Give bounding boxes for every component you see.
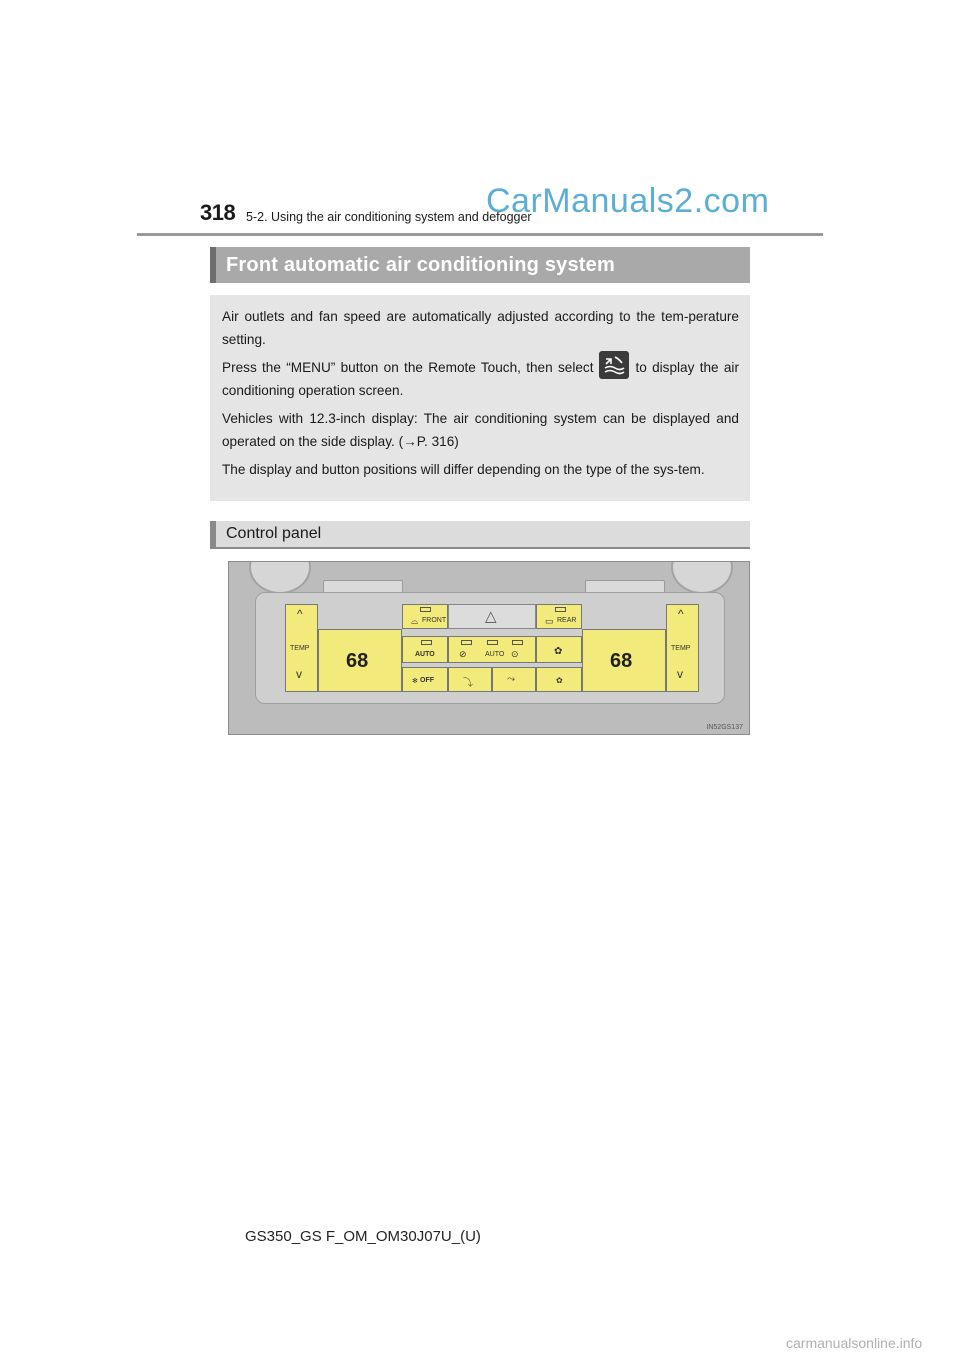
right-temp-control [666, 604, 699, 692]
right-temp-display [582, 629, 666, 692]
intro-para-2-before: Press the “MENU” button on the Remote Touch, then select [222, 360, 594, 375]
control-panel-illustration [228, 561, 750, 735]
main-heading [210, 247, 750, 283]
intro-box [210, 295, 750, 501]
rear-defog-icon: ▭ [545, 616, 554, 626]
left-temp-label: TEMP [290, 645, 310, 652]
right-temp-down-icon: v [677, 667, 683, 681]
left-temp-down-icon: v [296, 667, 302, 681]
fan-small-icon: ✿ [556, 676, 563, 685]
hazard-area [448, 604, 536, 629]
document-code: GS350_GS F_OM_OM30J07U_(U) [245, 1228, 481, 1245]
section-title: 5-2. Using the air conditioning system and defogger [246, 210, 532, 224]
intro-para-2 [222, 356, 739, 402]
fan-off-icon: ✻ [412, 678, 418, 685]
front-defog-button [402, 604, 448, 629]
intro-para-4: The display and button positions will differ depending on the type of the sys-tem. [222, 462, 705, 478]
recirc-indicator-3 [512, 640, 523, 645]
rear-indicator [555, 607, 566, 612]
control-panel-heading-text: Control panel [226, 525, 322, 542]
rear-label: REAR [557, 617, 577, 624]
fan-up-button [536, 636, 582, 663]
fan-large-icon: ✿ [554, 646, 563, 657]
image-code: IN52GS137 [706, 724, 743, 731]
front-label: FRONT [422, 617, 447, 624]
intro-para-2-after: to display the air conditioning operation screen. [222, 360, 739, 399]
auto-small-label: AUTO [485, 651, 505, 658]
recirc-indicator-1 [461, 640, 472, 645]
recirc-icon: ⊘ [459, 649, 467, 659]
left-temp-control [285, 604, 318, 692]
left-temp-value: 68 [346, 650, 369, 672]
main-heading-text: Front automatic air conditioning system [226, 254, 615, 276]
right-temp-label: TEMP [671, 645, 691, 652]
hazard-icon: △ [485, 608, 497, 625]
header-rule [137, 233, 823, 236]
intro-para-3: Vehicles with 12.3-inch display: The air conditioning system can be displayed and operated on the side display. (→P. 316) [222, 411, 739, 450]
airflow-mode-icon: ⤵ [463, 678, 473, 689]
off-label: OFF [420, 677, 434, 684]
defog-airflow-button [492, 667, 536, 692]
right-temp-value: 68 [610, 650, 633, 672]
fan-down-button [536, 667, 582, 692]
front-defog-icon: ⌓ [411, 616, 419, 626]
recirculation-button [448, 636, 536, 663]
right-knob [671, 561, 733, 594]
rear-defog-button [536, 604, 582, 629]
left-knob [249, 561, 311, 594]
auto-indicator [421, 640, 432, 645]
off-button [402, 667, 448, 692]
recirc-indicator-2 [487, 640, 498, 645]
defog-airflow-icon: ⤳ [507, 674, 515, 685]
left-temp-display [318, 629, 402, 692]
outside-air-icon: ⊙ [511, 649, 519, 659]
auto-label: AUTO [415, 651, 435, 658]
airflow-mode-button [448, 667, 492, 692]
watermark-bottom[interactable]: carmanualsonline.info [786, 1335, 923, 1351]
control-panel-heading [210, 521, 750, 549]
auto-button [402, 636, 448, 663]
left-temp-up-icon: ^ [297, 607, 303, 621]
front-indicator [420, 607, 431, 612]
page-number: 318 [200, 200, 236, 225]
right-temp-up-icon: ^ [678, 607, 684, 621]
intro-para-1: Air outlets and fan speed are automatically adjusted according to the tem-perature setting. [222, 309, 739, 347]
watermark-top[interactable]: CarManuals2.com [486, 182, 770, 220]
air-conditioning-icon [599, 351, 629, 379]
